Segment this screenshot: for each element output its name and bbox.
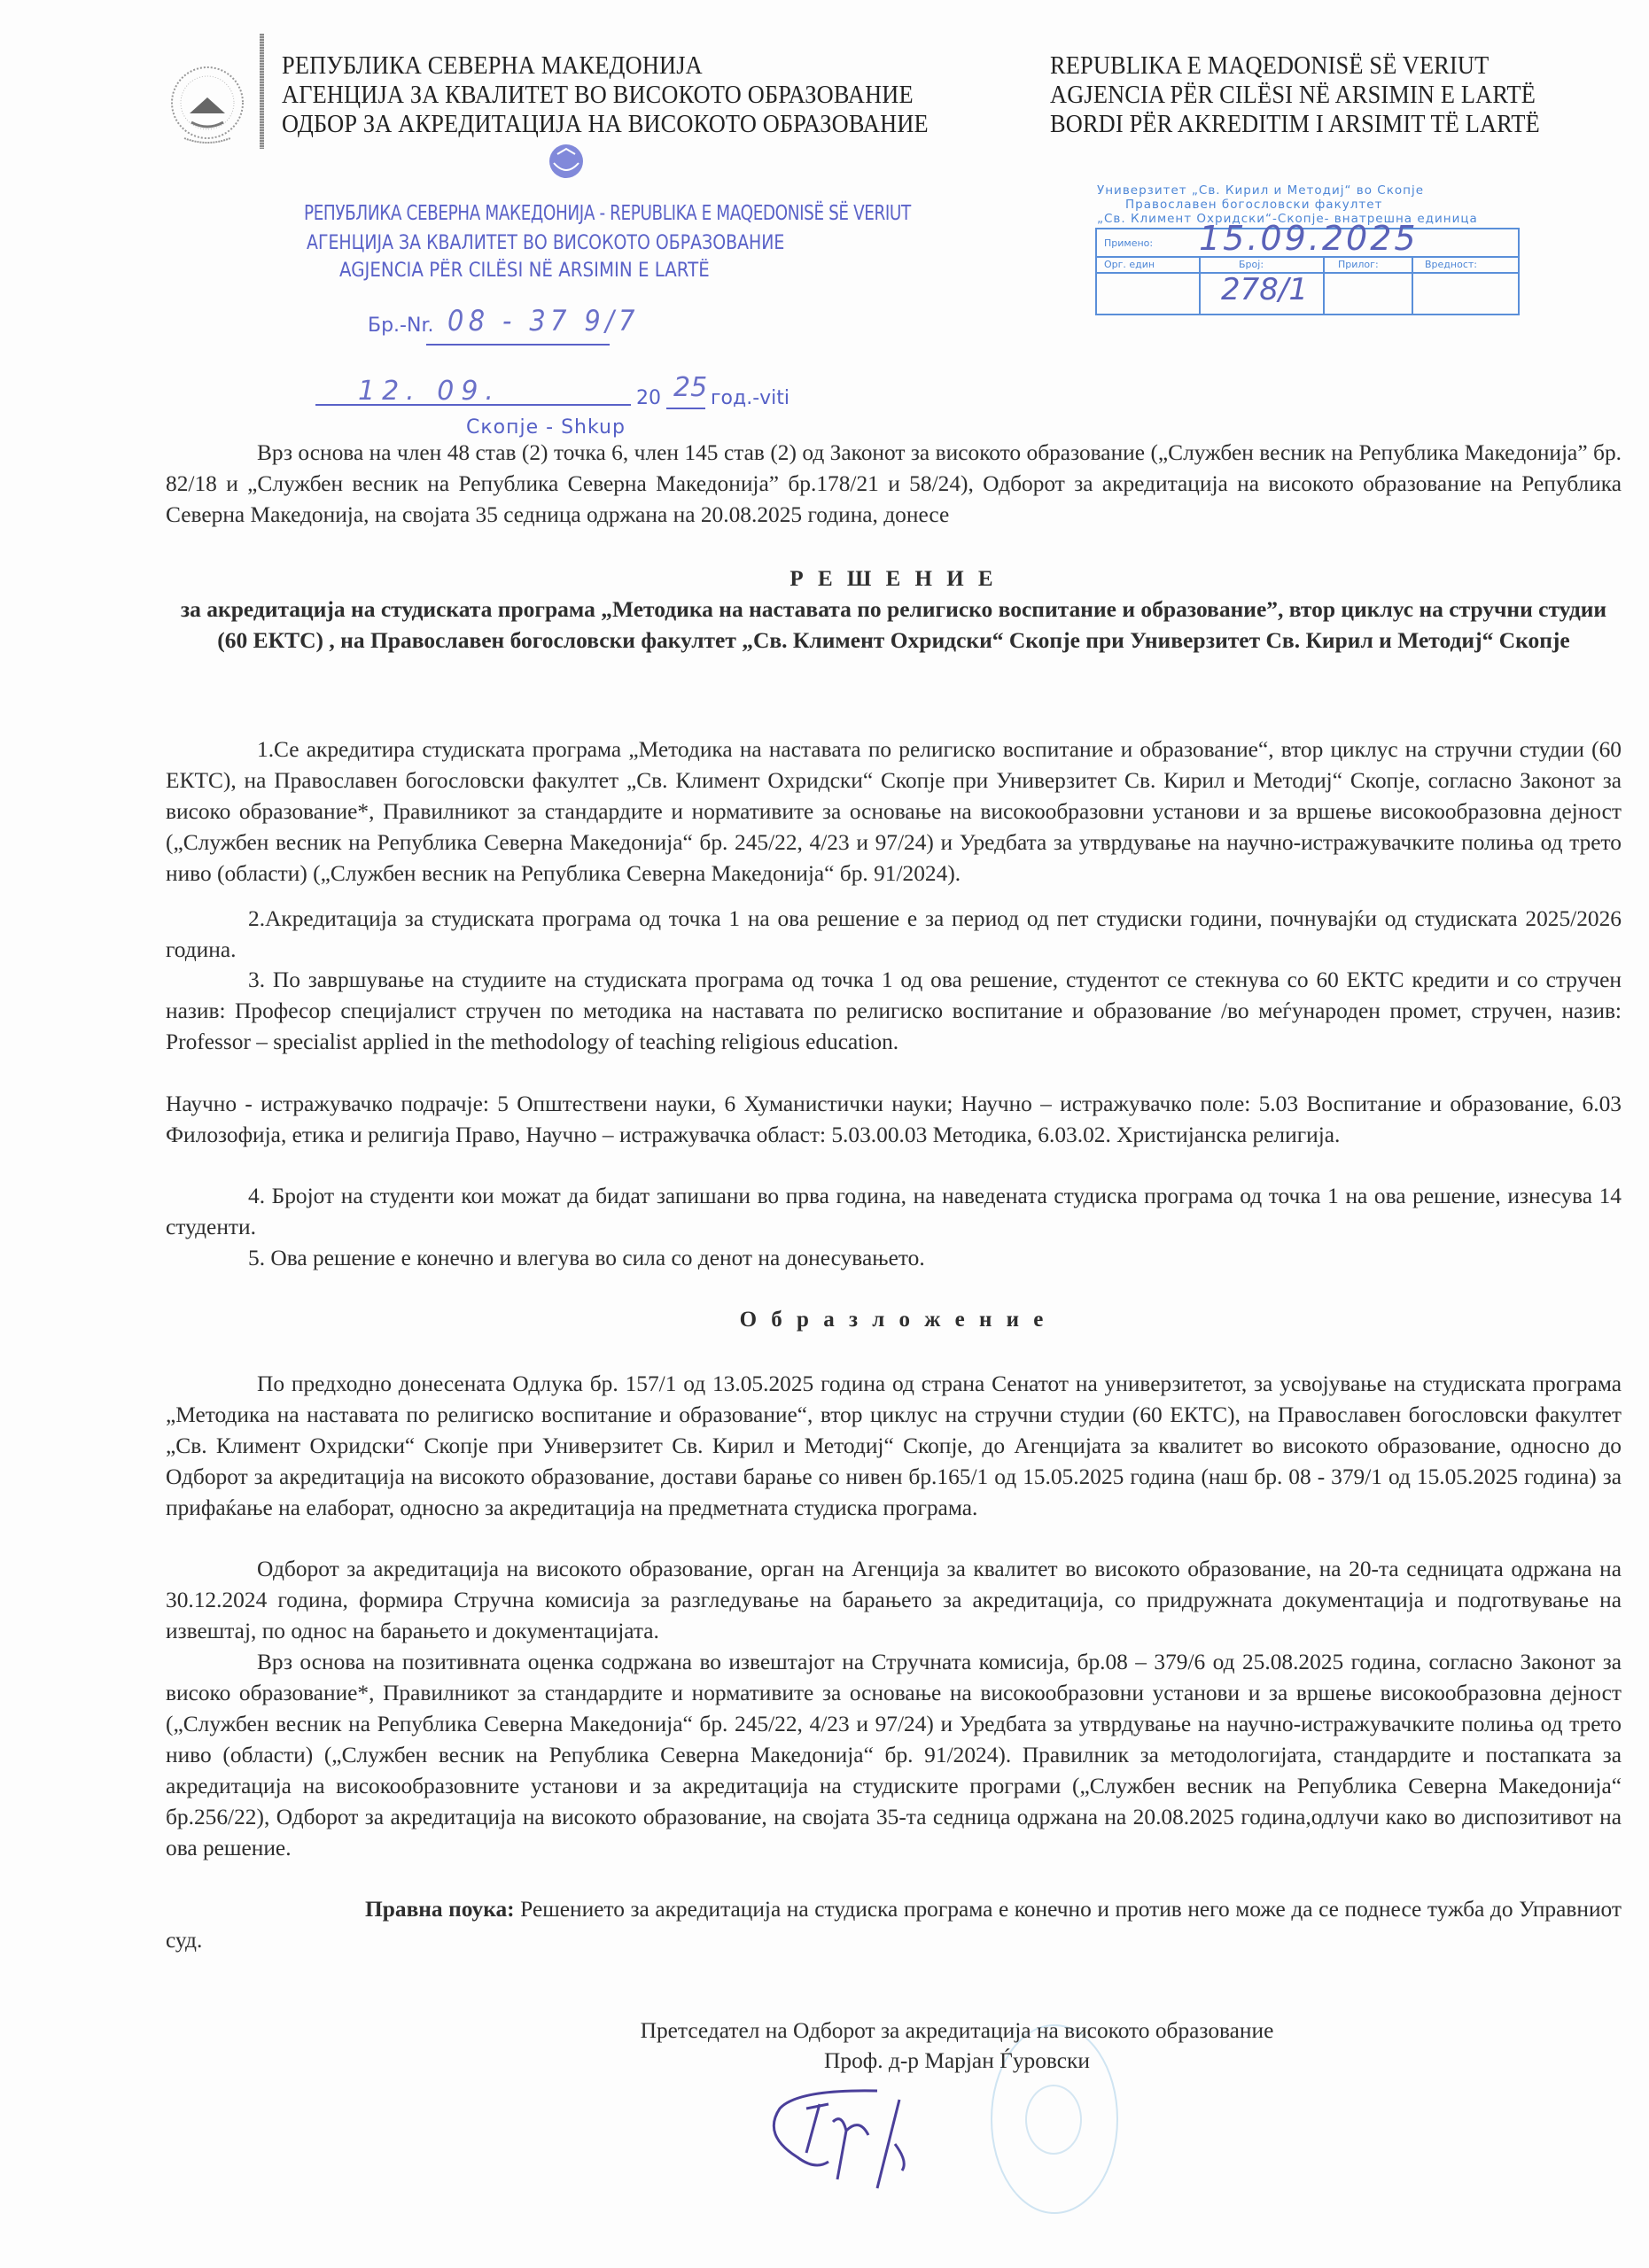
decision-point-5: 5. Ова решение е конечно и влегува во сила со денот на донесувањето.: [248, 1246, 925, 1270]
decision-point-3: 3. По завршување на студиите на студиската програма од точка 1 од ова решение, студентот се стекнува со 60 ЕКТС кредити и со стручен назив: Професор специјалист стручен по методика на наставата по религиско воспитание и образование /во меѓународен промет, стручен, назив: Professor – specialist applied in the methodology of teaching religious education.: [166, 967, 1622, 1054]
attachment-label: Прилог:: [1338, 259, 1379, 270]
stamp-date-value: 12. 09.: [358, 376, 501, 407]
agency-stamp-line: АГЕНЦИЈА ЗА КВАЛИТЕТ ВО ВИСОКОТО ОБРАЗОВАНИЕ: [307, 232, 785, 254]
header-line: АГЕНЦИЈА ЗА КВАЛИТЕТ ВО ВИСОКОТО ОБРАЗОВАНИЕ: [282, 82, 914, 109]
table-divider: [1323, 258, 1325, 314]
table-divider: [1412, 258, 1413, 314]
agency-logo-icon: [547, 142, 586, 183]
decision-point-2: 2.Акредитација за студиската програма од точка 1 на ова решение е за период од пет студиски години, почнувајќи од студиската 2025/2026 година.: [166, 906, 1622, 962]
decision-point-4: 4. Бројот на студенти кои можат да бидат запишани во прва година, на наведената студиска програма од точка 1 на ова решение, изнесува 14 студенти.: [166, 1184, 1622, 1239]
header-line: BORDI PËR AKREDITIM I ARSIMIT TË LARTË: [1050, 111, 1540, 138]
handwritten-signature-icon: [744, 2082, 975, 2215]
reasoning-paragraph: Одборот за акредитација на високото образование, орган на Агенција за квалитет во високото образование, на 20-та седницата одржана на 30.12.2024 година, формира Стручна комисија за разгледување на барањето за акредитација, со придружната документација и подготвување на извештај, по однос на барањето и документацијата.: [166, 1557, 1622, 1643]
registry-header-line: „Св. Климент Охридски“-Скопје- внатрешна единица: [1097, 212, 1478, 226]
decision-point-1: 1.Се акредитира студиската програма „Методика на наставата по религиско воспитание и образование“, втор циклус на стручни студии (60 ЕКТС), на Православен богословски факултет „Св. Климент Охридски“ Скопје при Универзитет Св. Кирил и Методиј“ Скопје, согласно Законот за високо образование*, Правилникот за стандардите и нормативите за основање на високообразовни установи и за вршење високообразовна дејност („Службен весник на Република Северна Македонија“ бр. 245/22, 4/23 и 97/24) и Уредбата за утврдување на научно-истражувачките полиња од трето ниво (области) („Службен весник на Република Северна Македонија“ бр. 91/2024).: [166, 737, 1622, 886]
stamp-city: Скопје - Shkup: [466, 416, 626, 439]
decision-subtitle: за акредитација на студиската програма „Методика на наставата по религиско воспитание и образование”, втор циклус на стручни студии (60 ЕКТС) , на Православен богословски факултет „Св. Климент Охридски“ Скопје при Универзитет Св. Кирил и Методиј“ Скопје: [180, 596, 1607, 653]
number-label: Број:: [1239, 259, 1264, 270]
reasoning-paragraph: Врз основа на позитивната оценка содржана во извештајот на Стручната комисија, бр.08 – 379/6 од 25.08.2025 година, согласно Законот за високо образование*, Правилникот за стандардите и нормативите за основање на високообразовни установи и за вршење високообразовна дејност („Службен весник на Република Северна Македонија“ бр. 245/22, 4/23 и 97/24) и Уредбата за утврдување на научно-истражувачките полиња од трето ниво (области) („Службен весник на Република Северна Македонија“ бр. 91/2024). Правилник за методологијата, стандардите и постапката за акредитација на високообразовните установи и за акредитација на студиските програми („Службен весник на Република Северна Македонија“ бр.256/22), Одборот за акредитација на високото образование, на својата 35-та седница одржана на 20.08.2025 година,одлучи како во диспозитивот на ова решение.: [166, 1650, 1622, 1860]
legal-notice-label: Правна поука:: [365, 1897, 515, 1922]
year-prefix: 20: [636, 387, 661, 409]
registry-stamp: [1097, 183, 1513, 307]
research-areas: Научно - истражувачко подрачје: 5 Општествени науки, 6 Хуманистички науки; Научно – истражувачко поле: 5.03 Воспитание и образование, 6.03 Филозофија, етика и религија Право, Научно – истражувачка област: 5.03.00.03 Методика, 6.03.02. Христијанска религија.: [166, 1091, 1622, 1147]
year-suffix: год.-viti: [711, 387, 790, 409]
header-line: РЕПУБЛИКА СЕВЕРНА МАКЕДОНИЈА: [282, 52, 703, 80]
header-line: REPUBLIKA E MAQEDONISË SË VERIUT: [1050, 52, 1490, 80]
signatory-title: Претседател на Одборот за акредитација на високото образование: [640, 2018, 1274, 2043]
decision-title: Р Е Ш Е Н И Е: [789, 567, 998, 591]
value-label: Вредност:: [1425, 259, 1477, 270]
signature-block: [567, 2016, 1347, 2076]
registry-header-line: Универзитет „Св. Кирил и Методиј“ во Скопје: [1097, 183, 1425, 198]
reasoning-paragraph: По предходно донесената Одлука бр. 157/1 од 13.05.2025 година од страна Сенатот на универзитетот, за усвојување на студиската програма „Методика на наставата по религиско воспитание и образование“, втор циклус на стручни студии (60 ЕКТС), на Православен богословски факултет „Св. Климент Охридски“ Скопје при Универзитет Св. Кирил и Методиј“ Скопје, до Агенцијата за квалитет во високото образование, односно до Одборот за акредитација на високото образование, достави барање со нивен бр.165/1 од 15.05.2025 година (наш бр. 08 - 379/1 од 15.05.2025 година) за прифаќање на елаборат, односно за акредитација на предметната студиска програма.: [166, 1371, 1622, 1520]
legal-notice: [166, 1894, 1622, 1956]
reference-number-label: Бр.-Nr.: [368, 315, 434, 337]
header-line: ОДБОР ЗА АКРЕДИТАЦИЈА НА ВИСОКОТО ОБРАЗОВАНИЕ: [282, 111, 929, 138]
reference-number-value: 08 - 37 9/7: [447, 304, 640, 338]
round-seal-inner: [1025, 2085, 1082, 2155]
header-macedonian: [282, 51, 929, 139]
year-value: 25: [673, 372, 708, 403]
reasoning-title: О б р а з л о ж е н и е: [739, 1308, 1048, 1332]
legal-notice-text: Решението за акредитација на студиска програма е конечно и против него може да се поднесе тужба до Управниот суд.: [166, 1897, 1622, 1953]
reference-number-underline: [426, 344, 610, 346]
header-divider: [260, 34, 264, 149]
agency-stamp-line: РЕПУБЛИКА СЕВЕРНА МАКЕДОНИЈА - REPUBLIKA E MAQEDONISË SË VERIUT: [304, 202, 911, 225]
org-unit-label: Орг. един: [1104, 259, 1155, 270]
table-divider: [1199, 258, 1201, 314]
header-albanian: [1050, 51, 1540, 139]
registry-header-line: Православен богословски факултет: [1125, 198, 1383, 212]
registry-number-value: 278/1: [1221, 272, 1308, 307]
year-underline: [666, 408, 705, 409]
coat-of-arms-icon: [167, 60, 248, 151]
preamble: Врз основа на член 48 став (2) точка 6, член 145 став (2) од Законот за високото образование („Службен весник на Република Македонија” бр. 82/18 и „Службен весник на Република Северна Македонија” бр.178/21 и 58/24), Одборот за акредитација на високото образование на Република Северна Македонија, на својата 35 седница одржана на 20.08.2025 година, донесе: [166, 440, 1622, 527]
signatory-name: Проф. д-р Марјан Ѓуровски: [824, 2048, 1090, 2073]
agency-stamp-line: AGJENCIA PËR CILËSI NË ARSIMIN E LARTË: [339, 260, 710, 282]
header-line: AGJENCIA PËR CILËSI NË ARSIMIN E LARTË: [1050, 82, 1536, 109]
received-date-value: 15.09.2025: [1199, 219, 1419, 258]
received-label: Примено:: [1104, 237, 1154, 249]
